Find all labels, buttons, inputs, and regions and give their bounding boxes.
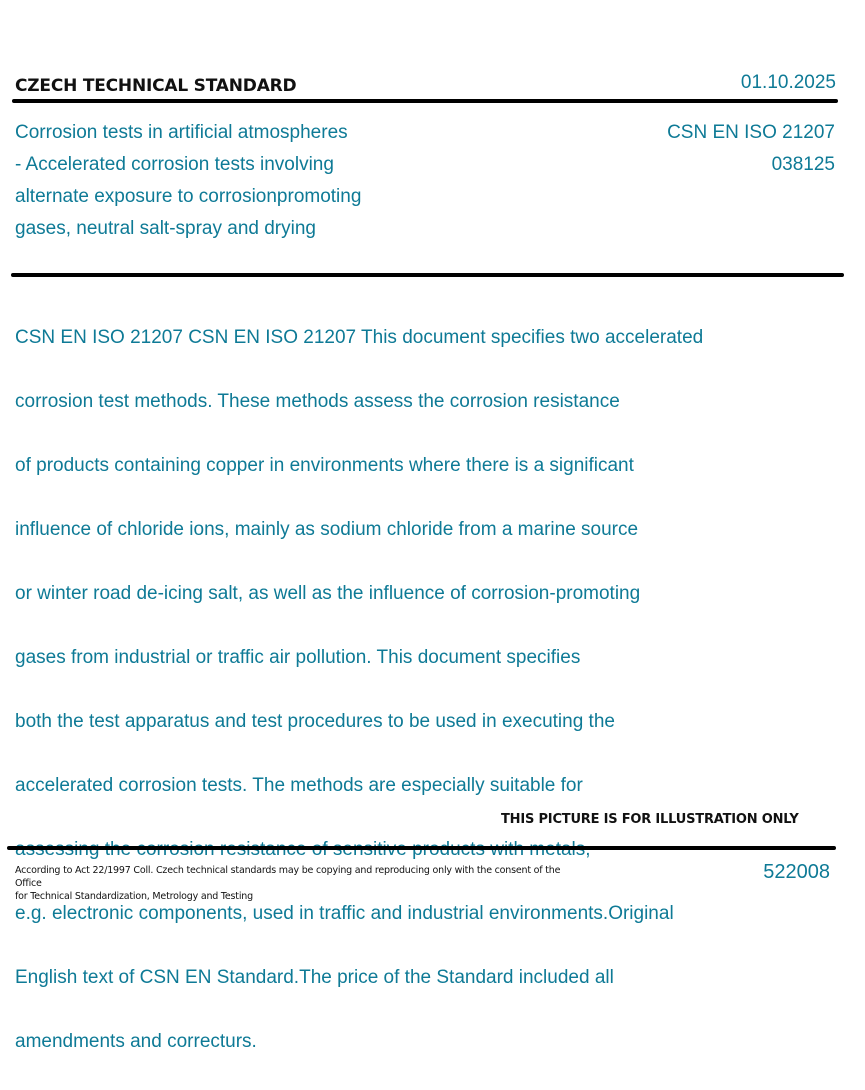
title-line: Corrosion tests in artificial atmospheres (15, 122, 348, 143)
standard-type-label: CZECH TECHNICAL STANDARD (15, 76, 297, 96)
legal-line: According to Act 22/1997 Coll. Czech technical standards may be copying and reproducing only with the consent of the Office (15, 865, 561, 889)
publication-date: 01.10.2025 (740, 72, 836, 93)
description-line: CSN EN ISO 21207 CSN EN ISO 21207 This document specifies two accelerated (15, 327, 704, 348)
title-line: alternate exposure to corrosionpromoting (15, 186, 362, 207)
document-title (15, 117, 435, 245)
description-line: gases from industrial or traffic air pollution. This document specifies (15, 647, 581, 668)
document-description (15, 290, 830, 1090)
catalog-number: 038125 (771, 154, 835, 175)
legal-notice (15, 864, 585, 903)
description-line: or winter road de-icing salt, as well as the influence of corrosion-promoting (15, 583, 641, 604)
standard-number: CSN EN ISO 21207 (667, 122, 835, 143)
description-line: English text of CSN EN Standard.The price of the Standard included all (15, 967, 614, 988)
description-line: corrosion test methods. These methods assess the corrosion resistance (15, 391, 620, 412)
header-divider (12, 99, 838, 103)
description-line: accelerated corrosion tests. The methods are especially suitable for (15, 775, 583, 796)
description-line: influence of chloride ions, mainly as sodium chloride from a marine source (15, 519, 639, 540)
standard-identifiers (667, 117, 835, 181)
description-line: both the test apparatus and test procedures to be used in executing the (15, 711, 615, 732)
title-line: - Accelerated corrosion tests involving (15, 154, 334, 175)
title-line: gases, neutral salt-spray and drying (15, 218, 316, 239)
description-line: of products containing copper in environments where there is a significant (15, 455, 634, 476)
description-line: e.g. electronic components, used in traffic and industrial environments.Original (15, 903, 674, 924)
title-divider (11, 273, 844, 277)
footer-code: 522008 (763, 861, 830, 883)
description-line (15, 834, 830, 866)
legal-line: for Technical Standardization, Metrology and Testing (15, 891, 253, 902)
illustration-disclaimer: THIS PICTURE IS FOR ILLUSTRATION ONLY (501, 812, 799, 827)
description-line: amendments and correcturs. (15, 1031, 257, 1052)
footer-divider (7, 846, 836, 850)
